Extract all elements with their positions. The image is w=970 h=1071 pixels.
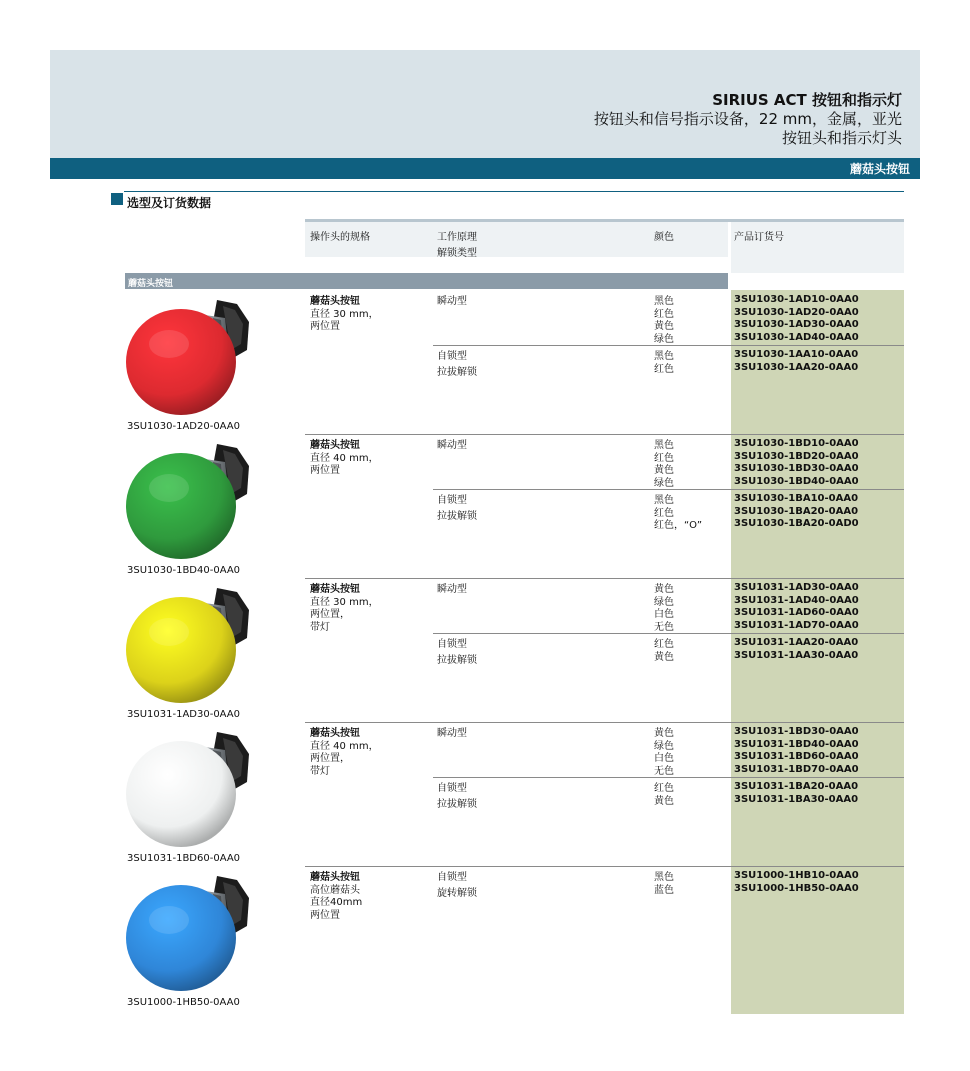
product-2-color: 黑色 [654, 495, 674, 506]
product-2-spec-line: 直径 40 mm， [310, 452, 379, 464]
product-3-color: 白色 [654, 609, 674, 621]
product-4-order-number[interactable]: 3SU1031-1BD60-0AA0 [734, 751, 859, 763]
product-2-spec-line: 两位置 [310, 465, 340, 477]
product-1-spec-line: 蘑菇头按钮 [310, 296, 360, 307]
product-1-order-number[interactable]: 3SU1030-1AA10-0AA0 [734, 349, 859, 360]
product-3-principle: 瞬动型 [437, 584, 467, 595]
product-4-principle: 瞬动型 [437, 728, 467, 739]
product-4-spec-line: 蘑菇头按钮 [310, 728, 360, 739]
product-1-variant-divider [433, 345, 904, 346]
product-5-principle: 自锁型 [437, 872, 467, 883]
product-3-color: 无色 [654, 621, 674, 633]
product-4-principle: 拉拔解锁 [437, 799, 477, 810]
product-5-row-divider [305, 866, 904, 867]
product-3-order-number[interactable]: 3SU1031-1AD60-0AA0 [734, 607, 859, 619]
product-1-spec-line: 两位置 [310, 321, 340, 333]
product-4-order-number[interactable]: 3SU1031-1BD40-0AA0 [734, 738, 859, 750]
product-2-order-number[interactable]: 3SU1030-1BA10-0AA0 [734, 493, 859, 504]
product-3-color: 绿色 [654, 596, 674, 608]
col-header-color: 颜色 [654, 232, 674, 243]
product-4-spec-line: 带灯 [310, 765, 330, 777]
product-4-color: 无色 [654, 765, 674, 777]
product-1-image [125, 292, 255, 417]
section-marker [111, 193, 123, 205]
product-2-color: 红色 [654, 452, 674, 464]
product-5-image [125, 868, 255, 993]
product-2-color: 黑色 [654, 440, 674, 451]
col-header-principle: 工作原理 [437, 232, 477, 243]
product-3-spec-line: 蘑菇头按钮 [310, 584, 360, 595]
page-title: SIRIUS ACT 按钮和指示灯 [712, 91, 902, 109]
product-4-order-number[interactable]: 3SU1031-1BA20-0AA0 [734, 781, 859, 792]
product-4-order-number[interactable]: 3SU1031-1BA30-0AA0 [734, 793, 859, 805]
product-5-principle: 旋转解锁 [437, 888, 477, 899]
product-3-spec-line: 直径 30 mm， [310, 596, 379, 608]
product-5-caption: 3SU1000-1HB50-0AA0 [127, 997, 240, 1008]
col-header-unlock: 解锁类型 [437, 248, 477, 259]
product-4-spec-line: 两位置， [310, 753, 350, 765]
product-5-color: 蓝色 [654, 884, 674, 896]
product-1-order-number[interactable]: 3SU1030-1AD20-0AA0 [734, 306, 859, 318]
section-rule [124, 191, 904, 192]
product-5-order-number[interactable]: 3SU1000-1HB10-0AA0 [734, 870, 859, 881]
product-2-order-number[interactable]: 3SU1030-1BD20-0AA0 [734, 450, 859, 462]
product-4-image [125, 724, 255, 849]
group-label: 蘑菇头按钮 [128, 279, 174, 289]
category-bar [50, 158, 920, 179]
product-1-color: 红色 [654, 308, 674, 320]
product-3-order-number[interactable]: 3SU1031-1AA20-0AA0 [734, 637, 859, 648]
product-4-color: 黄色 [654, 728, 674, 739]
col-header-order: 产品订货号 [734, 232, 784, 243]
product-2-principle: 瞬动型 [437, 440, 467, 451]
product-3-order-number[interactable]: 3SU1031-1AA30-0AA0 [734, 649, 859, 661]
product-1-order-number[interactable]: 3SU1030-1AD30-0AA0 [734, 319, 859, 331]
product-4-row-divider [305, 722, 904, 723]
product-1-color: 红色 [654, 363, 674, 375]
product-1-principle: 瞬动型 [437, 296, 467, 307]
product-5-spec-line: 蘑菇头按钮 [310, 872, 360, 883]
product-3-color: 黄色 [654, 584, 674, 595]
product-2-color: 红色，“O” [654, 520, 703, 532]
product-2-order-number[interactable]: 3SU1030-1BD40-0AA0 [734, 475, 859, 487]
product-4-order-number[interactable]: 3SU1031-1BD70-0AA0 [734, 763, 859, 775]
page-subtitle: 按钮头和信号指示设备，22 mm，金属，亚光 [593, 110, 902, 128]
product-1-order-number[interactable]: 3SU1030-1AA20-0AA0 [734, 361, 859, 373]
product-2-image [125, 436, 255, 561]
product-3-spec-line: 带灯 [310, 621, 330, 633]
product-4-color: 绿色 [654, 740, 674, 752]
product-1-color: 黑色 [654, 351, 674, 362]
category-label: 蘑菇头按钮 [849, 162, 910, 176]
product-5-spec-line: 两位置 [310, 909, 340, 921]
product-1-color: 黄色 [654, 321, 674, 333]
product-2-order-number[interactable]: 3SU1030-1BA20-0AA0 [734, 505, 859, 517]
product-5-order-number[interactable]: 3SU1000-1HB50-0AA0 [734, 882, 859, 894]
product-2-row-divider [305, 434, 904, 435]
col-header-spec: 操作头的规格 [310, 232, 370, 243]
product-1-spec-line: 直径 30 mm， [310, 308, 379, 320]
product-3-variant-divider [433, 633, 904, 634]
product-3-row-divider [305, 578, 904, 579]
product-3-order-number[interactable]: 3SU1031-1AD70-0AA0 [734, 619, 859, 631]
product-4-caption: 3SU1031-1BD60-0AA0 [127, 853, 241, 864]
product-4-color: 黄色 [654, 795, 674, 807]
product-2-color: 红色 [654, 507, 674, 519]
product-1-order-number[interactable]: 3SU1030-1AD40-0AA0 [734, 331, 859, 343]
product-2-caption: 3SU1030-1BD40-0AA0 [127, 565, 241, 576]
group-bar [125, 273, 728, 289]
product-3-principle: 拉拔解锁 [437, 655, 477, 666]
product-1-color: 绿色 [654, 333, 674, 345]
product-5-spec-line: 直径40mm [310, 897, 363, 909]
product-1-color: 黑色 [654, 296, 674, 307]
product-2-color: 黄色 [654, 465, 674, 477]
product-1-principle: 自锁型 [437, 351, 467, 362]
product-1-principle: 拉拔解锁 [437, 367, 477, 378]
product-4-color: 红色 [654, 783, 674, 794]
product-2-order-number[interactable]: 3SU1030-1BD30-0AA0 [734, 463, 859, 475]
product-4-order-number[interactable]: 3SU1031-1BD30-0AA0 [734, 726, 859, 737]
product-5-spec-line: 高位蘑菇头 [310, 884, 360, 896]
product-2-principle: 拉拔解锁 [437, 511, 477, 522]
product-3-order-number[interactable]: 3SU1031-1AD40-0AA0 [734, 594, 859, 606]
product-4-principle: 自锁型 [437, 783, 467, 794]
product-1-caption: 3SU1030-1AD20-0AA0 [127, 421, 241, 432]
product-2-principle: 自锁型 [437, 495, 467, 506]
product-4-spec-line: 直径 40 mm， [310, 740, 379, 752]
product-3-caption: 3SU1031-1AD30-0AA0 [127, 709, 241, 720]
product-3-order-number[interactable]: 3SU1031-1AD30-0AA0 [734, 582, 859, 593]
section-title: 选型及订货数据 [127, 196, 212, 210]
product-3-color: 红色 [654, 639, 674, 650]
product-2-order-number[interactable]: 3SU1030-1BD10-0AA0 [734, 438, 859, 449]
product-4-variant-divider [433, 777, 904, 778]
product-5-color: 黑色 [654, 872, 674, 883]
product-4-color: 白色 [654, 753, 674, 765]
product-2-color: 绿色 [654, 477, 674, 489]
product-3-image [125, 580, 255, 705]
product-3-color: 黄色 [654, 651, 674, 663]
product-1-order-number[interactable]: 3SU1030-1AD10-0AA0 [734, 294, 859, 305]
page-subtitle-2: 按钮头和指示灯头 [781, 129, 902, 147]
product-3-spec-line: 两位置， [310, 609, 350, 621]
product-2-variant-divider [433, 489, 904, 490]
product-2-spec-line: 蘑菇头按钮 [310, 440, 360, 451]
product-3-principle: 自锁型 [437, 639, 467, 650]
product-2-order-number[interactable]: 3SU1030-1BA20-0AD0 [734, 518, 859, 530]
